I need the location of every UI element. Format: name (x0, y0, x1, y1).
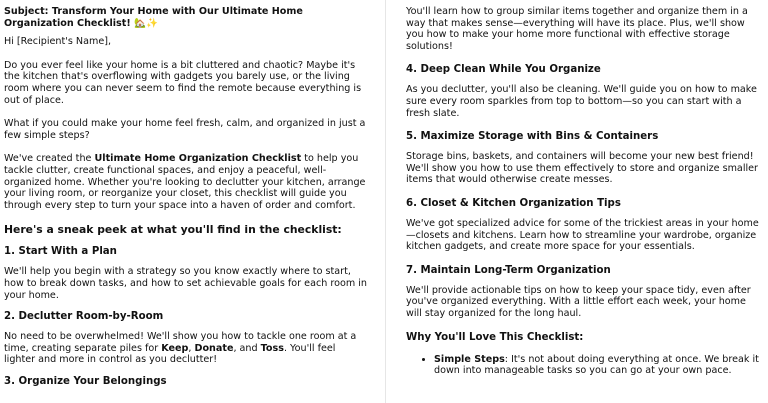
section-7-title: 7. Maintain Long-Term Organization (406, 264, 611, 276)
greeting: Hi [Recipient's Name], (4, 36, 112, 48)
section-1-body: We'll help you begin with a strategy so you know exactly where to start, how to break down tasks, and how to set achievable goals for each room in your home. (4, 266, 367, 301)
checklist-name: Ultimate Home Organization Checklist (94, 153, 302, 165)
why-list (406, 354, 764, 377)
sep-1: , (188, 342, 195, 354)
why-list-item (434, 354, 764, 377)
section-2-body (4, 331, 368, 366)
why-heading: Why You'll Love This Checklist: (406, 331, 584, 343)
donate-label: Donate (194, 342, 234, 354)
section-7-body: We'll provide actionable tips on how to keep your space tidy, even after you've organized everything. With a little effort each week, your home will stay organized for the long haul. (406, 284, 751, 319)
intro-paragraph-1: Do you ever feel like your home is a bit cluttered and chaotic? Maybe it's the kitchen that's overflowing with gadgets you barely use, or the living room where you can never seem to find the remote because everything is out of place. (4, 59, 362, 106)
section-6-body: We've got specialized advice for some of the trickiest areas in your home—closets and kitchens. Learn how to streamline your wardrobe, organize kitchen gadgets, and create more space for your essentials. (406, 217, 759, 253)
keep-label: Keep (161, 342, 189, 354)
section-5-body: Storage bins, baskets, and containers will become your new best friend! We'll show you how to use them effectively to store and organize smaller items that would otherwise create messes. (406, 151, 758, 186)
toss-label: Toss (260, 342, 284, 354)
section-5-title: 5. Maximize Storage with Bins & Containers (406, 131, 659, 143)
why-item-bold: Simple Steps (434, 353, 505, 365)
section-2-title: 2. Declutter Room-by-Room (4, 311, 164, 323)
intro-paragraph-2: What if you could make your home feel fresh, calm, and organized in just a few simple steps? (4, 118, 366, 141)
left-column (4, 0, 368, 388)
section-4-body: As you declutter, you'll also be cleaning. We'll guide you on how to make sure every room sparkles from top to bottom—so you can start with a fresh slate. (406, 84, 757, 119)
intro-paragraph-3 (4, 153, 368, 211)
section-3-body: You'll learn how to group similar items together and organize them in a way that makes sense—everything will have its place. Plus, we'll show you how to make your home more functional with effective storage solutions! (406, 6, 748, 52)
sneak-peek-heading: Here's a sneak peek at what you'll find in the checklist: (4, 223, 342, 237)
section-2-body-before: No need to be overwhelmed! We'll show you how to tackle one room at a time, creating separate piles for (4, 331, 357, 354)
intro-3-before: We've created the (4, 153, 95, 165)
column-divider (385, 0, 386, 403)
section-4-title: 4. Deep Clean While You Organize (406, 64, 601, 76)
section-2-body-after: . You'll feel lighter and more in control as you declutter! (4, 342, 336, 366)
section-3-title: 3. Organize Your Belongings (4, 375, 167, 387)
intro-3-after: to help you tackle clutter, create functional spaces, and enjoy a peaceful, well-organized home. Whether you're looking to declutter your kitchen, arrange your living room, or reorganize your closet, this checklist will guide you through every step to turn your space into a haven of order and comfort. (4, 153, 366, 211)
sep-2: , and (233, 342, 261, 354)
email-subject: Subject: Transform Your Home with Our Ultimate Home Organization Checklist! 🏡✨ (4, 6, 303, 29)
section-6-title: 6. Closet & Kitchen Organization Tips (406, 197, 621, 209)
right-column (406, 0, 764, 377)
section-1-title: 1. Start With a Plan (4, 246, 117, 258)
why-item-text: : It's not about doing everything at once. We break it down into manageable tasks so you can go at your own pace. (434, 353, 759, 377)
